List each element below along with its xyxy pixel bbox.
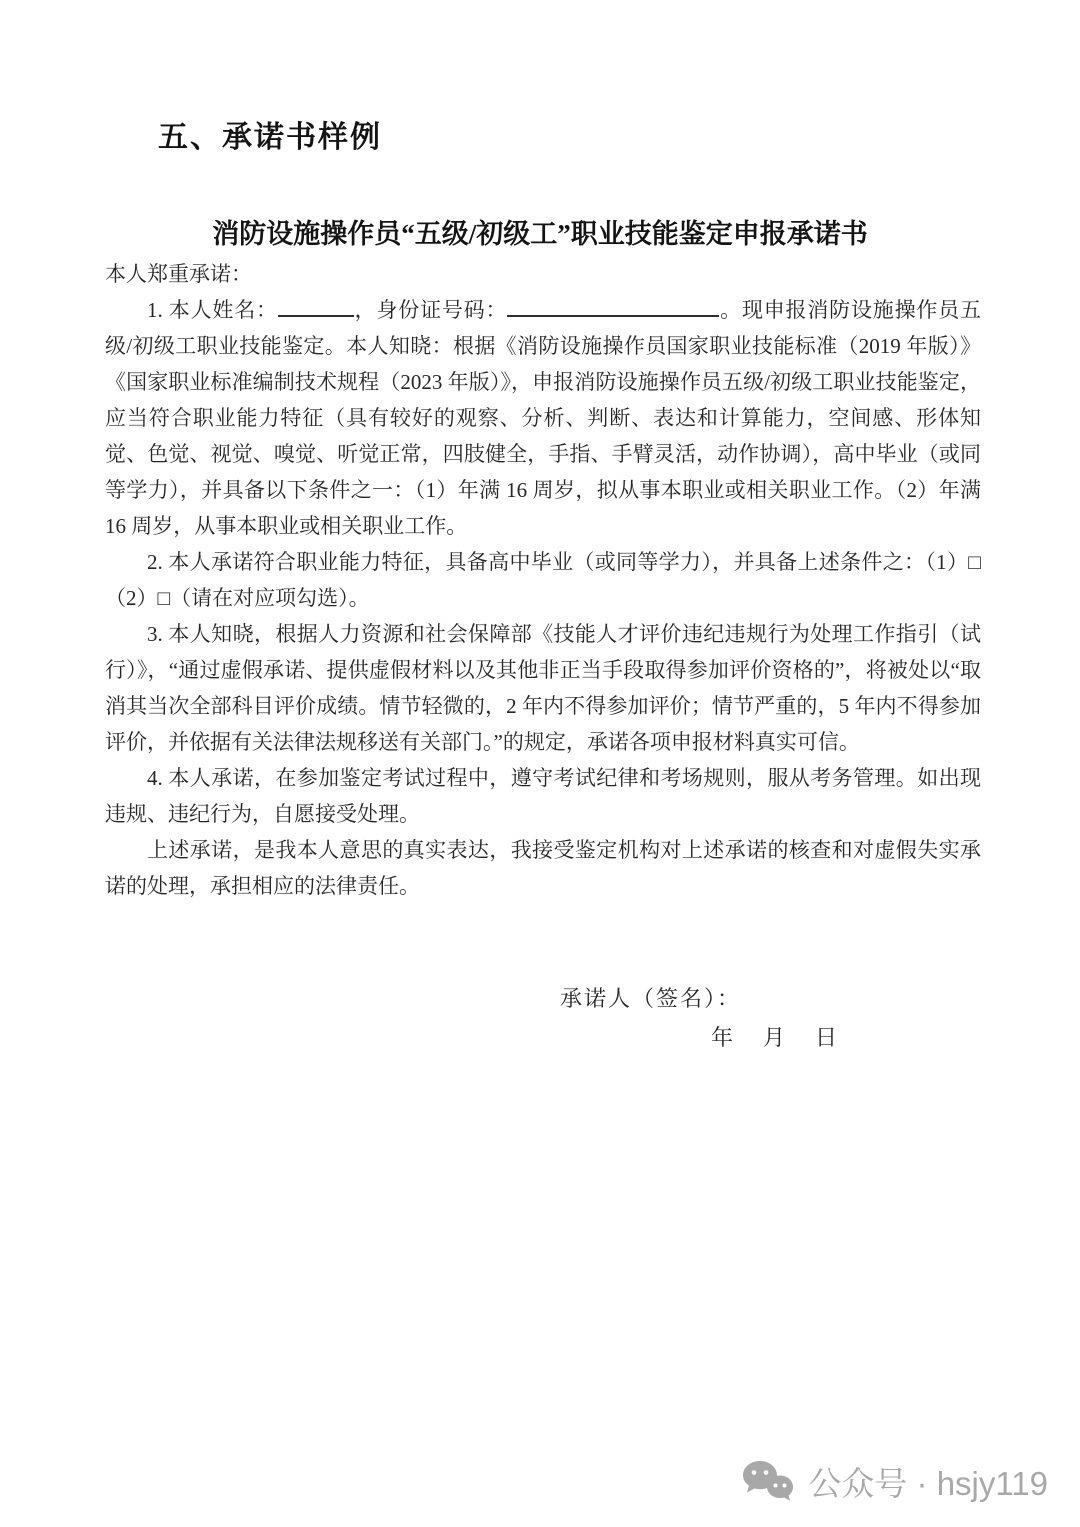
date-line: 年 月 日: [711, 1025, 842, 1050]
para1-lead: 1. 本人姓名：: [147, 298, 278, 322]
document-title: 消防设施操作员“五级/初级工”职业技能鉴定申报承诺书: [212, 219, 868, 249]
paragraph-3: 3. 本人知晓，根据人力资源和社会保障部《技能人才评价违纪违规行为处理工作指引（试行）》，“通过虚假承诺、提供虚假材料以及其他非正当手段取得参加评价资格的”，将被处以“取消其当次全部科目评价成绩。情节轻微的，2 年内不得参加评价；情节严重的，5 年内不得参加评价，并依据有关法律法规移送有关部门。”的规定，承诺各项申报材料真实可信。: [105, 622, 981, 754]
para1-rest: 。现申报消防设施操作员五级/初级工职业技能鉴定。本人知晓：根据《消防设施操作员国家职业技能标准（2019 年版）》《国家职业标准编制技术规程（2023 年版）》，申报消防设施操作员五级/初级工职业技能鉴定，应当符合职业能力特征（具有较好的观察、分析、判断、表达和计算能力，空间感、形体知觉、色觉、视觉、嗅觉、听觉正常，四肢健全，手指、手臂灵活，动作协调），高中毕业（或同等学力），并具备以下条件之一：（1）年满 16 周岁，拟从事本职业或相关职业工作。（2）年满 16 周岁，从事本职业或相关职业工作。: [105, 298, 982, 538]
wechat-logo-icon: [742, 1459, 794, 1505]
intro-line: 本人郑重承诺：: [105, 262, 252, 286]
paragraph-1: [105, 292, 981, 544]
watermark-text: 公众号 · hsjy119: [808, 1465, 1048, 1502]
paragraph-5: 上述承诺，是我本人意思的真实表达，我接受鉴定机构对上述承诺的核查和对虚假失实承诺的处理，承担相应的法律责任。: [105, 838, 981, 898]
paragraph-2: 2. 本人承诺符合职业能力特征，具备高中毕业（或同等学力），并具备上述条件之：（1）□（2）□（请在对应项勾选）。: [105, 550, 981, 610]
document-body: [105, 256, 981, 904]
name-blank-field: [278, 301, 354, 317]
section-heading: 五、承诺书样例: [158, 121, 382, 154]
paragraph-4: 4. 本人承诺，在参加鉴定考试过程中，遵守考试纪律和考场规则，服从考务管理。如出现违规、违纪行为，自愿接受处理。: [105, 766, 981, 826]
para1-mid: ，身份证号码：: [353, 298, 508, 322]
watermark: [742, 1458, 1048, 1505]
signature-label: 承诺人（签名）：: [560, 986, 742, 1011]
id-number-blank-field: [507, 301, 719, 317]
